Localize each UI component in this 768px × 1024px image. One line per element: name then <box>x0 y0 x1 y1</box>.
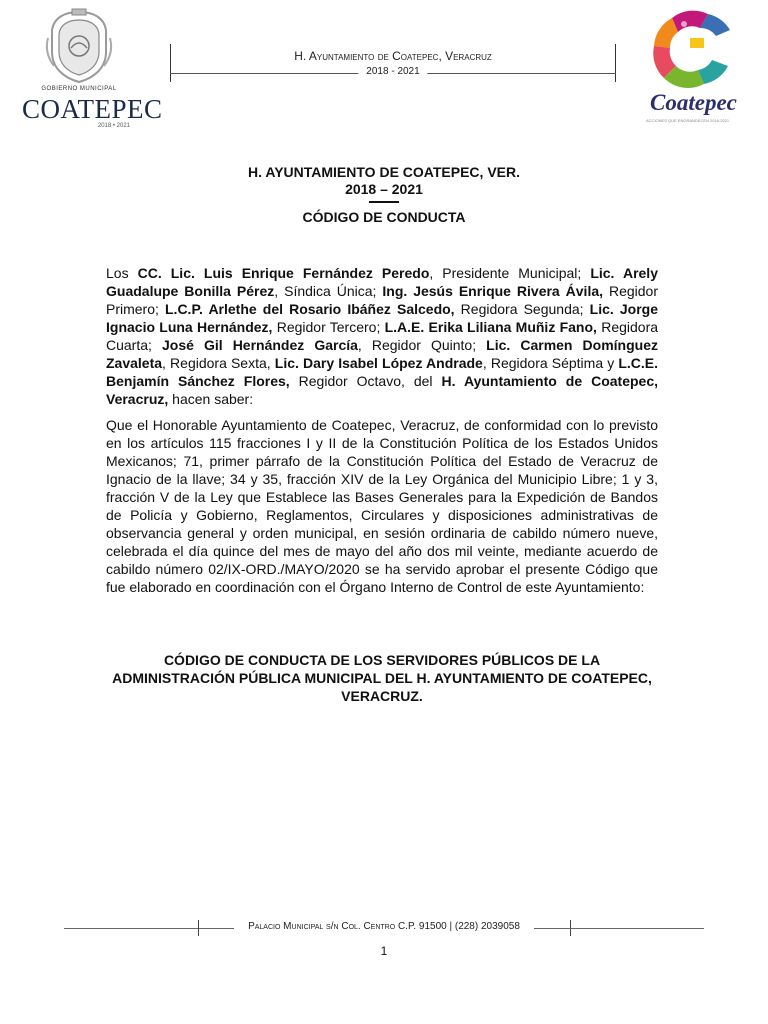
text-run: , Presidente Municipal; <box>429 265 591 281</box>
page-footer <box>64 918 704 938</box>
text-run: , Regidor Quinto; <box>357 337 487 353</box>
text-run: Regidor Octavo, del <box>289 373 442 389</box>
name-regidora-2: L.C.P. Arlethe del Rosario Ibáñez Salcedo, <box>165 301 455 317</box>
text-run: Los <box>106 265 138 281</box>
text-run: Regidor Tercero; <box>272 319 385 335</box>
legal-basis-paragraph: Que el Honorable Ayuntamiento de Coatepec, Veracruz, de conformidad con lo previsto en los artículos 115 fracciones I y II de la Constitución Política de los Estados Unidos Mexicanos; 71, primer párrafo de la Constitución Política del Estado de Veracruz de Ignacio de la llave; 34 y 35, fracción XIV de la Ley Orgánica del Municipio Libre; 1 y 3, fracción V de la Ley que Establece las Bases Generales para la Expedición de Bandos de Policía y Gobierno, Reglamentos, Circulares y disposiciones administrativas de observancia general y orden municipal, en sesión ordinaria de cabildo número nueve, celebrada el día quince del mes de mayo del año dos mil veinte, mediante acuerdo de cabildo número 02/IX-ORD./MAYO/2020 se ha servido aprobar el presente Código que fue elaborado en coordinación con el Órgano Interno de Control de este Ayuntamiento: <box>106 417 658 595</box>
brand-logo-slogan: ACCIONES QUE ENGRANDECEN 2018-2021 <box>646 118 730 123</box>
footer-line-left <box>64 928 234 929</box>
logo-years: 2018 • 2021 <box>97 123 130 129</box>
code-title: CÓDIGO DE CONDUCTA DE LOS SERVIDORES PÚBLICOS DE LA ADMINISTRACIÓN PÚBLICA MUNICIPAL DEL H. AYUNTAMIENTO DE COATEPEC, VERACRUZ. <box>112 652 652 704</box>
coatepec-brand-logo <box>642 8 742 128</box>
header-title: H. Ayuntamiento de Coatepec, Veracruz <box>294 49 492 63</box>
text-run: , Regidora Sexta, <box>162 355 275 371</box>
heading-divider <box>369 201 399 203</box>
name-regidora-6: Lic. Carmen Domínguez Zavaleta <box>106 337 658 371</box>
municipal-logo <box>22 8 163 130</box>
page-number: 1 <box>380 944 388 958</box>
name-sindica: Lic. Arely Guadalupe Bonilla Pérez <box>106 265 658 299</box>
text-run: , Regidora Séptima y <box>482 355 619 371</box>
text-run: , Síndica Única; <box>274 283 383 299</box>
name-regidora-7: Lic. Dary Isabel López Andrade <box>274 355 483 371</box>
logo-city-name: COATEPEC <box>22 94 163 124</box>
text-run: Regidora Segunda; <box>454 301 590 317</box>
heading-line-2: 2018 – 2021 <box>345 181 423 197</box>
intro-paragraph <box>106 264 658 408</box>
document-heading <box>0 164 768 226</box>
brand-logo-name: Coatepec <box>650 90 737 115</box>
logo-top-text: GOBIERNO MUNICIPAL <box>41 86 117 92</box>
heading-line-1: H. AYUNTAMIENTO DE COATEPEC, VER. <box>248 164 520 180</box>
colorful-c-logo-icon <box>642 8 742 92</box>
name-regidor-3: Lic. Jorge Ignacio Luna Hernández, <box>106 301 658 335</box>
footer-line-right <box>534 928 704 929</box>
document-header <box>170 44 616 82</box>
text-run: Regidora Cuarta; <box>106 319 659 353</box>
header-years: 2018 - 2021 <box>358 66 427 77</box>
name-presidente: CC. Lic. Luis Enrique Fernández Peredo <box>137 265 430 281</box>
name-regidor-8: L.C.E. Benjamín Sánchez Flores, <box>106 355 658 389</box>
name-regidor-1: Ing. Jesús Enrique Rivera Ávila, <box>382 283 604 299</box>
coat-of-arms-icon <box>44 8 114 84</box>
footer-tick-left <box>198 920 199 936</box>
ayuntamiento-name: H. Ayuntamiento de Coatepec, Veracruz, <box>106 373 659 407</box>
footer-address: Palacio Municipal s/n Col. Centro C.P. 91500 | (228) 2039058 <box>248 921 520 932</box>
name-regidor-5: José Gil Hernández García <box>161 337 358 353</box>
text-run: hacen saber: <box>168 391 254 407</box>
name-regidora-4: L.A.E. Erika Liliana Muñiz Fano, <box>384 319 597 335</box>
heading-line-3: CÓDIGO DE CONDUCTA <box>302 209 466 225</box>
text-run: Regidor Primero; <box>106 283 658 317</box>
